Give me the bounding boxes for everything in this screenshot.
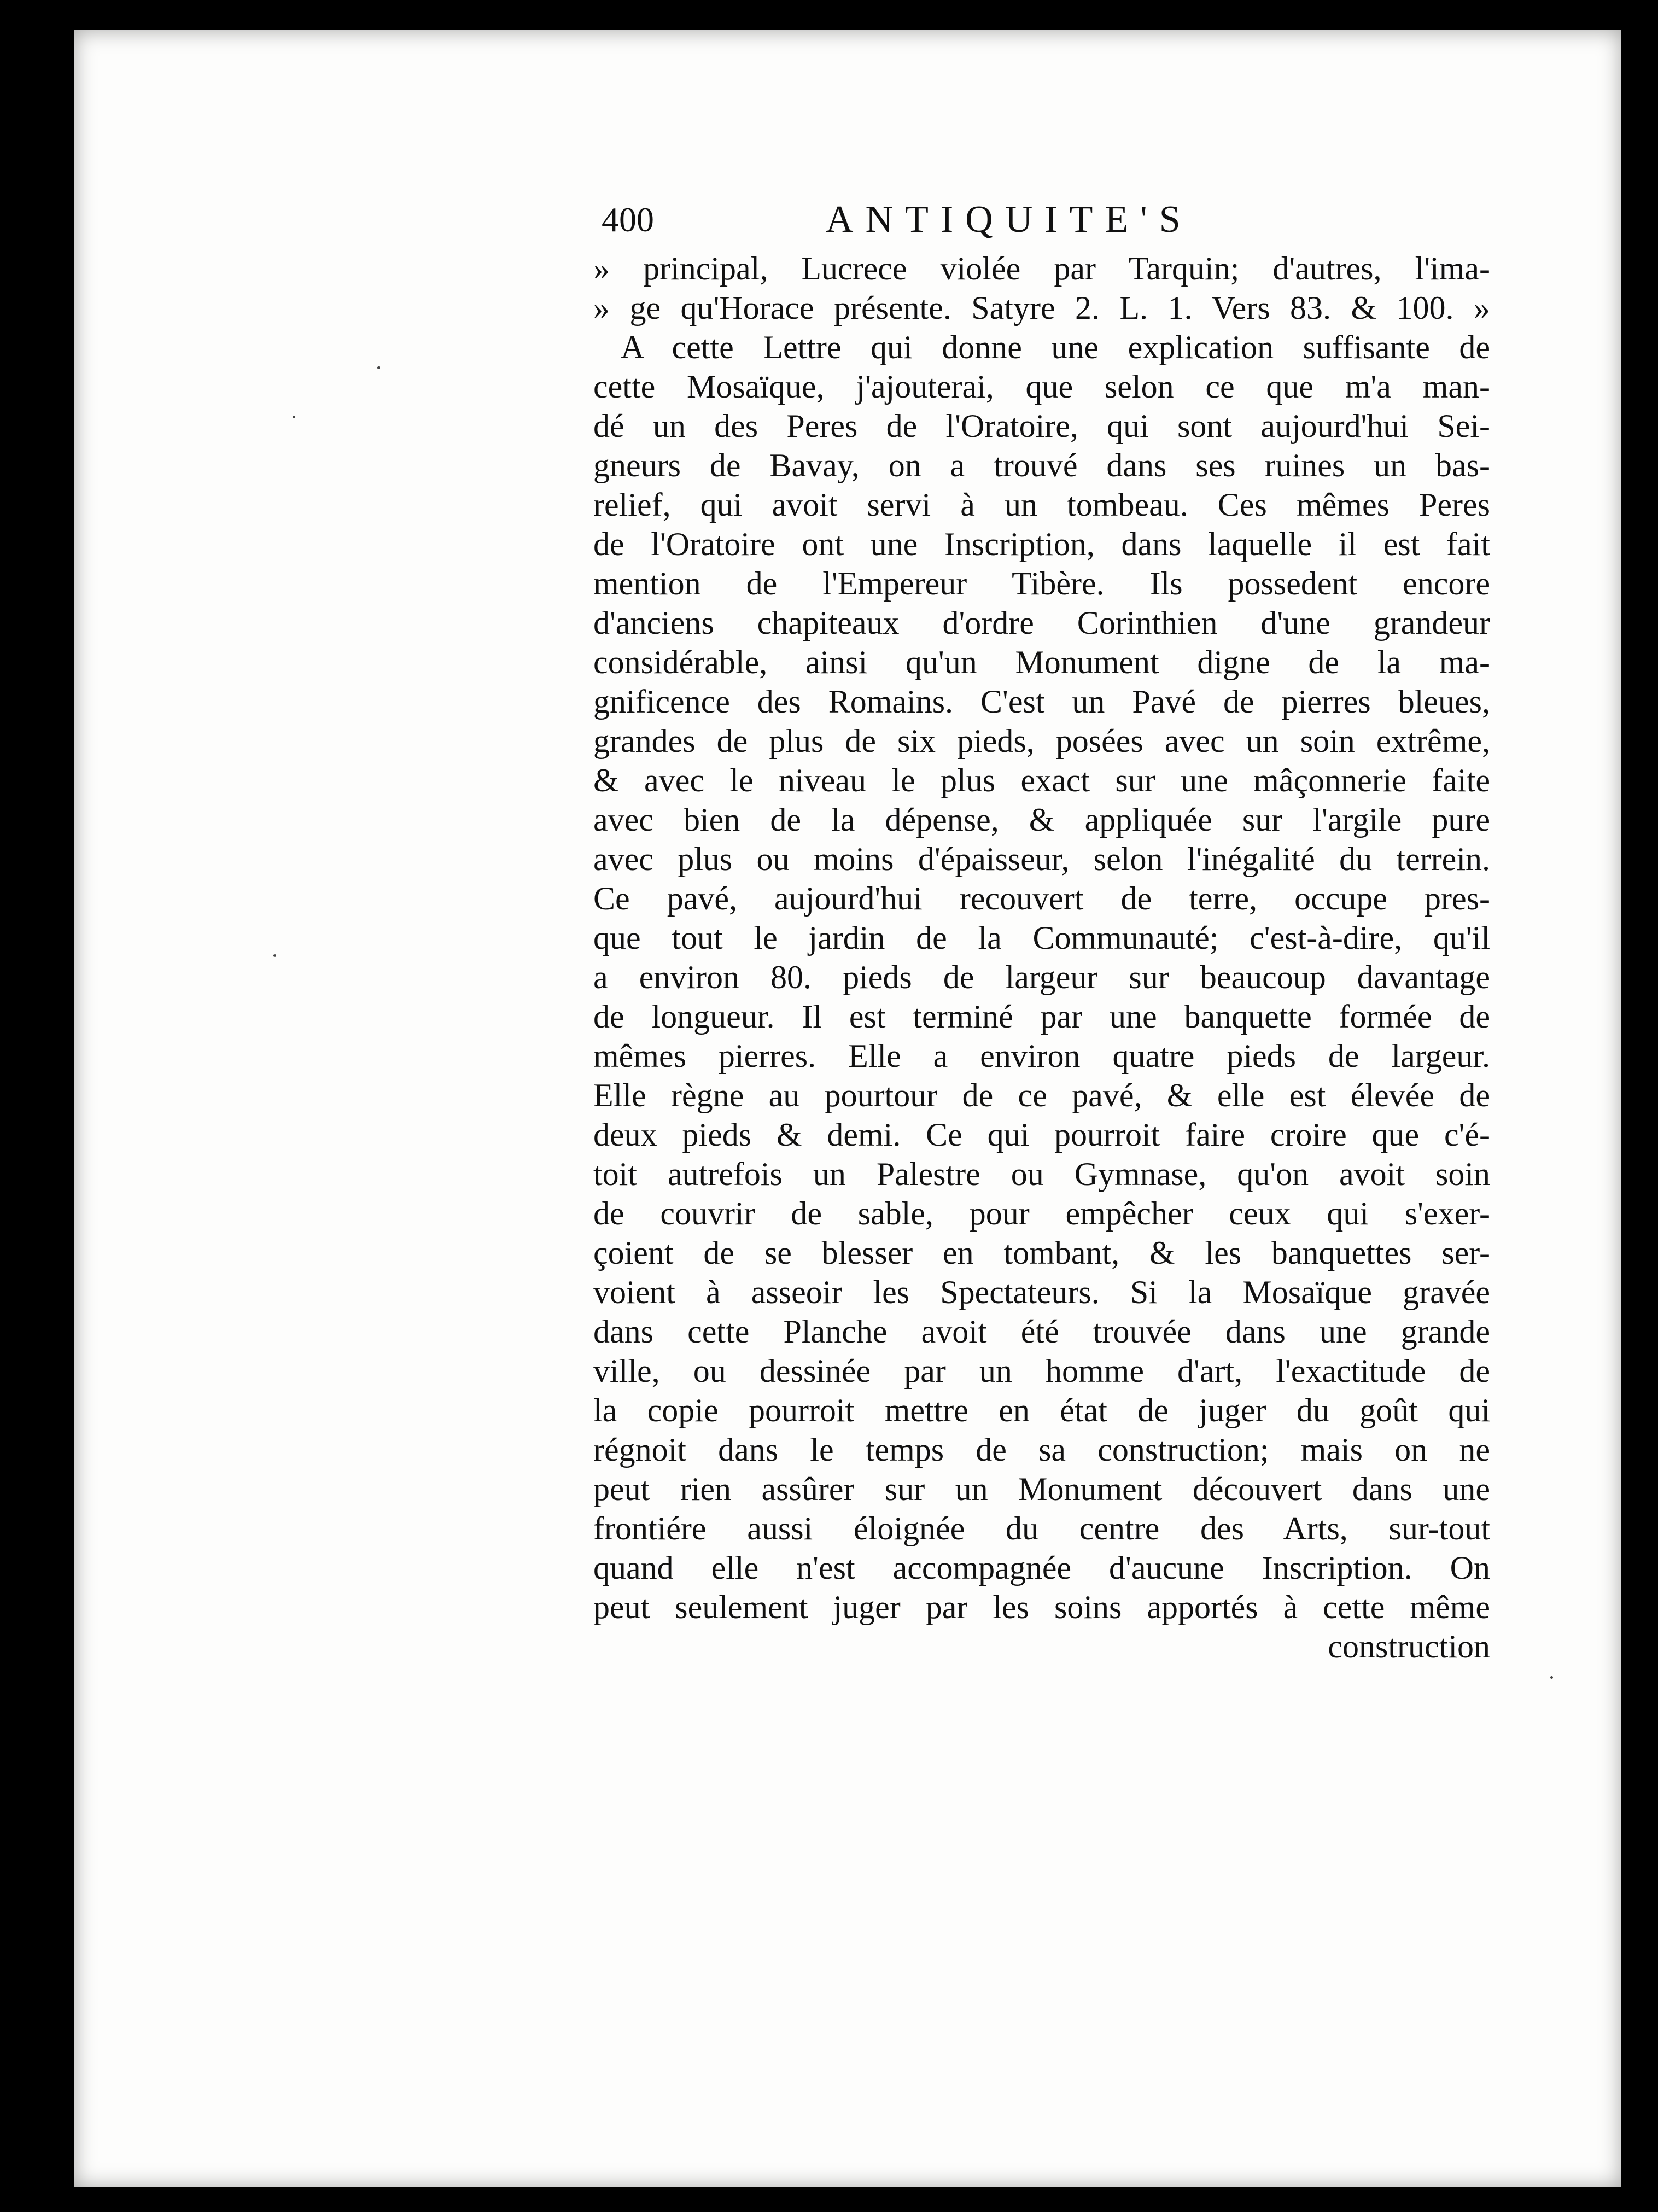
text-line: ville, ou dessinée par un homme d'art, l'exactitude de [593,1353,1490,1389]
paper-speck [1550,1676,1553,1679]
text-line: régnoit dans le temps de sa construction; mais on ne [593,1432,1490,1468]
text-line: peut rien assûrer sur un Monument découvert dans une [593,1471,1490,1507]
text-line: la copie pourroit mettre en état de juger du goût qui [593,1392,1490,1428]
text-line: quand elle n'est accompagnée d'aucune Inscription. On [593,1550,1490,1586]
text-line: Elle règne au pourtour de ce pavé, & elle est élevée de [593,1077,1490,1113]
text-line: Ce pavé, aujourd'hui recouvert de terre, occupe pres- [593,880,1490,917]
body-text [593,249,1490,1666]
text-line: que tout le jardin de la Communauté; c'est-à-dire, qu'il [593,920,1490,956]
paper-speck [293,416,295,418]
text-line: mêmes pierres. Elle a environ quatre pieds de largeur. [593,1038,1490,1074]
text-line: » ge qu'Horace présente. Satyre 2. L. 1. Vers 83. & 100. » [593,290,1490,326]
text-line: deux pieds & demi. Ce qui pourroit faire croire que c'é- [593,1117,1490,1153]
text-line: d'anciens chapiteaux d'ordre Corinthien d'une grandeur [593,605,1490,641]
text-line: grandes de plus de six pieds, posées avec un soin extrême, [593,723,1490,759]
paper-speck [273,954,276,957]
text-line: de longueur. Il est terminé par une banquette formée de [593,999,1490,1035]
text-line: gneurs de Bavay, on a trouvé dans ses ruines un bas- [593,447,1490,483]
text-line: frontiére aussi éloignée du centre des Arts, sur-tout [593,1510,1490,1546]
text-line: avec plus ou moins d'épaisseur, selon l'inégalité du terrein. [593,841,1490,877]
page-header [602,192,1493,253]
text-line: cette Mosaïque, j'ajouterai, que selon ce que m'a man- [593,369,1490,405]
text-line: a environ 80. pieds de largeur sur beaucoup davantage [593,959,1490,995]
text-line: mention de l'Empereur Tibère. Ils possedent encore [593,565,1490,602]
text-line: voient à asseoir les Spectateurs. Si la Mosaïque gravée [593,1274,1490,1310]
text-line: gnificence des Romains. C'est un Pavé de pierres bleues, [593,684,1490,720]
text-line: dé un des Peres de l'Oratoire, qui sont aujourd'hui Sei- [593,408,1490,444]
paper-speck [377,366,380,369]
text-line: de couvrir de sable, pour empêcher ceux qui s'exer- [593,1195,1490,1232]
text-line: » principal, Lucrece violée par Tarquin; d'autres, l'ima- [593,250,1490,287]
page-number: 400 [602,200,654,239]
text-line: relief, qui avoit servi à un tombeau. Ces mêmes Peres [593,487,1490,523]
text-line: de l'Oratoire ont une Inscription, dans laquelle il est fait [593,526,1490,562]
text-line: dans cette Planche avoit été trouvée dans une grande [593,1314,1490,1350]
running-head: ANTIQUITE'S [826,199,1193,241]
text-line: avec bien de la dépense, & appliquée sur l'argile pure [593,802,1490,838]
text-line: toit autrefois un Palestre ou Gymnase, qu'on avoit soin [593,1156,1490,1192]
text-line: çoient de se blesser en tombant, & les banquettes ser- [593,1235,1490,1271]
text-line: & avec le niveau le plus exact sur une mâçonnerie faite [593,762,1490,798]
catchword: construction [1328,1629,1490,1665]
text-line: considérable, ainsi qu'un Monument digne de la ma- [593,644,1490,680]
text-line: peut seulement juger par les soins apportés à cette même [593,1589,1490,1625]
text-line: A cette Lettre qui donne une explication suffisante de [621,329,1490,365]
